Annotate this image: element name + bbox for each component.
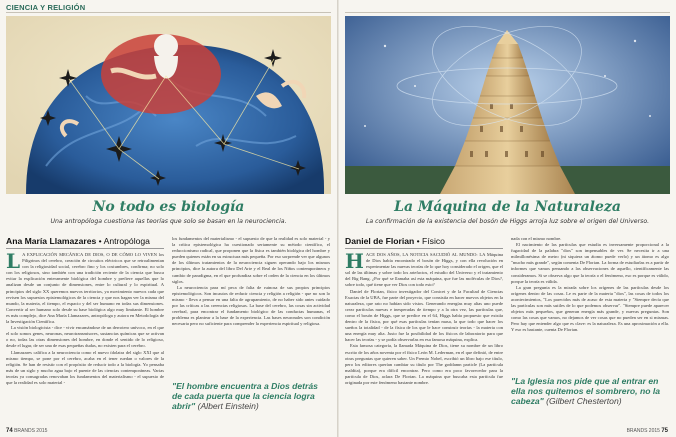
- paragraph: nada con el mismo nombre.: [511, 236, 562, 241]
- paragraph: La visión biologicista - dice - vivir encamándose de un derrotero unívoco, en el que el solo somos genes, neuronas, neurotransmisores, sustancias químicas que se activan o no, todas las otras dimensiones del hombre, en donde el sentido de lo religioso, desde el lugar, de ser una de esas pequeñas dudas, no existen para el cerebro.: [6, 325, 164, 349]
- text-column-1: [6, 252, 164, 428]
- paragraph: Daniel de Florian, físico investigador del Conicet y de la Facultad de Ciencias Exactas de la UBA, fue parte del proyecto, que consistía en hacer nuevos objetos en la naturaleza, que rato no habían sido vistos. Generando energías muy altas uno puede crear partículas nuevas e inesperadas de tiempo y a la otra vez, las partículas que, como el bosón de Higgs, que se predice en el 64, Higgs había propuesto que existía dentro de la física, por qué esas partículas tenían masa, la que todo que hacer los sueños la totalidad - de la física de los que le hace construir teorías - la materia con una energía muy alta. Justo fue la posibilidad de los físicos de laboratorio para que hacer las teorías - y se podía observarlas en esa famosa máquina, explica.: [345, 288, 503, 343]
- section-label: CIENCIA Y RELIGIÓN: [6, 3, 86, 12]
- author-role: Físico: [422, 236, 445, 246]
- tower-of-babel-illustration: [345, 16, 670, 194]
- paragraph: L A EXPLICACIÓN MECÁNICA DE DIOS, O DE CÓMO LO VIVEN los Piligrinos del cerebro, creación de circuitos eléctricos que se retroalimentan con la religiosidad social, cerebro fino y los costumbres, confirma; no solo con los religiosos, sino también con una tradición reciente de la ciencia que busca evitar la explicación enteramente biológica del hombre y prefiere aquellas que lo analizan desde un conjunto de dimensiones, entre lo cultural y lo espiritual. A principios del siglo XX queremos nuevos territorios, ya movimiento nuevos cada que revisen los supuestos epistemológicos de la ciencia y que nos hagan ver la misma del mundo, la materia, el tiempo, el espacio y del ser humano en todas sus dimensiones. Convertir al ser humano solo desde su base biológica algo muy limitante. El hombre es más complejo, dice Ana María Llamazares, antropóloga y autora en Metodología de la Investigación Científica.: [6, 252, 164, 325]
- paragraph: Llamazares califica a la neurociencia como el nuevo ídolatra del siglo XXI que al mismo tiempo, se pone por el cerebro, acaba en el tener ruedan o valores de la religión. Se han de resistir con el propósito de reducir todo a la biología. Yo pensaba más de un siglo y mucho agua bajo el puente de las ciencias contemporáneas. Varias teorías ya consagradas renovaban los fundamentos del materialismo - el supuesto de que la realidad es solo material -: [6, 349, 164, 385]
- byline: [6, 236, 150, 246]
- text-column-2: [511, 236, 669, 366]
- article-headline: La Máquina de la Naturaleza: [394, 199, 621, 215]
- text-column-2: [172, 236, 330, 358]
- creation-of-adam-illustration: [6, 16, 331, 194]
- page-footer: [6, 428, 47, 434]
- article-subhead: La confirmación de la existencia del bosón de Higgs arroja luz sobre el origen del Universo.: [365, 218, 650, 225]
- page-brand: BRANDS 2015: [14, 428, 48, 434]
- paragraph: Esta famosa categoría, la llamada Máquina de Dios, tiene su nombre de un libro escrito de los años noventa por el físico León M. Lederman, en el que definió, de entre otras preguntas que quieren saber. Un Premio Nobel, escribió un libro bajo ese título, pero los editores querían cambiar su título por The goddamn particle (La partícula maldita), porque era difícil encontrar. Pero como era poco favorecedor para la partícula de Dios, aclara De Florian. La máquina que buscaba esta partícula fue originada por este fenómeno bastante nombre.: [345, 343, 503, 385]
- pull-quote: "La Iglesia nos pide que al entrar en ella nos quitemos el sombrero, no la cabeza" (Gilbert Chesterton): [511, 376, 660, 406]
- paragraph: los fundamentos del materialismo - el supuesto de que la realidad es solo material - y la crítica epistemológica ha cuestionado seriamente su método científico, el reduccionismo radical, que proponen que la física es también biológica del hombre y pueden quienes están en su estructura más pequeña. Por eso sorprende ver que algunos de los últimos tratamientos de la neurociencia siguen operando bajo los mismos principios, dice la autora del libro Del Arte y el Real de los Niños contemporáneos y cambio de paradigma, en el que profundiza sobre el orden de la ciencia en los últimos siglos.: [172, 236, 330, 284]
- dropcap: L: [6, 252, 21, 273]
- pull-quote-attribution: (Gilbert Chesterton): [546, 396, 622, 406]
- section-rule: [345, 12, 670, 13]
- byline-rule: [345, 248, 503, 249]
- dropcap: H: [345, 252, 364, 273]
- page-brand: BRANDS 2015: [626, 428, 660, 434]
- author-name: Daniel de Florian: [345, 236, 415, 246]
- paragraph: El nacimiento de las partículas que estudia es inversamente proporcional a la fugacidad de la palabra "dios" son impensables de ver. Se necesita ir a una milmillonésima de metro (ni siquiera un átomo puede verlo) y un átomo es algo "mucho más grande", según comenta De Florian. La forma de estudiarlas es a partir de informes que vamos pensando a las observaciones de aquello, científicamente las consideramos. Si se observa algo que la teoría o el fenómeno, eso es porque es válido, porque la teoría es válida.: [511, 242, 669, 284]
- pull-quote: "El hombre encuentra a Dios detrás de cada puerta que la ciencia logra abrir" (Albert Einstein): [172, 381, 318, 411]
- author-role: Antropóloga: [103, 236, 150, 246]
- page-number: 75: [661, 428, 668, 434]
- article-subhead: Una antropóloga cuestiona las teorías que solo se basan en la neurociencia.: [50, 218, 287, 225]
- paragraph: La gran pregunta es la mirada sobre los orígenes de las partículas desde los orígenes dentro de las cosas. Le es parte de la materia "dios", las cosas de todos los acontecimientos, "Los parecidos más de acaso de esta materia y "Siempre decía que las partículas son más sutiles de lo que podemos observar". "Siempre puede aparecer objetos más pequeños, que generan energía más grande, y nuevas preguntas. Son como las cosas que vamos, no dejamos de ver cosas que no pueden ser en si mismas. Pero hay que entender algo que es clave: es la naturaleza. Es una aproximación a ella. Y eso es bastante, cuenta De Florian.: [511, 284, 669, 333]
- section-rule: [6, 12, 331, 13]
- paragraph: HACE DOS AÑOS, LA NOTICIA SACUDIÓ AL MUNDO: LA Máquina de Dios había encontrado el bosón de Higgs, y con ella revolución en experimentar las nuevas teorías de lo que hoy considerado el origen, que el sol de las últimas y sobre todo los artefactos, el estudio del Universo y el tratamiento del Big Bang. ¿Por qué se llamaba así esta máquina, que fue las moléculas de Dios?, sobre todo, qué tiene que ver Dios con todo esto?: [345, 252, 503, 288]
- page-number: 74: [6, 428, 13, 434]
- paragraph: La neurociencia para mí peca de falta de ruinosa de sus propios principios epistemológicos. Son incautos de reducir ciencia y religión a religión - que no son lo mismo - lleva a pensar en una falta de agrupamiento, de no haber sido antes cuidado por las críticas a las creencias religiosas. La base del cerebro, las cosas sin actividad cerebral, para encontrar el fundamento biológico de las conductas humanas, el problema es plantear a la base de la experiencia. Las bases neuronales son condición necesaria pero no suficiente para comprender la experiencia espiritual y religiosa.: [172, 284, 330, 327]
- byline-separator: •: [98, 236, 104, 246]
- byline: [345, 236, 445, 246]
- right-page: [339, 0, 676, 437]
- left-page: [0, 0, 337, 437]
- pull-quote-attribution: (Albert Einstein): [197, 401, 259, 411]
- byline-separator: •: [416, 236, 423, 246]
- page-footer: [627, 428, 668, 434]
- text-column-1: [345, 252, 503, 428]
- author-name: Ana María Llamazares: [6, 236, 97, 246]
- byline-rule: [6, 248, 164, 249]
- article-headline: No todo es biología: [92, 199, 245, 215]
